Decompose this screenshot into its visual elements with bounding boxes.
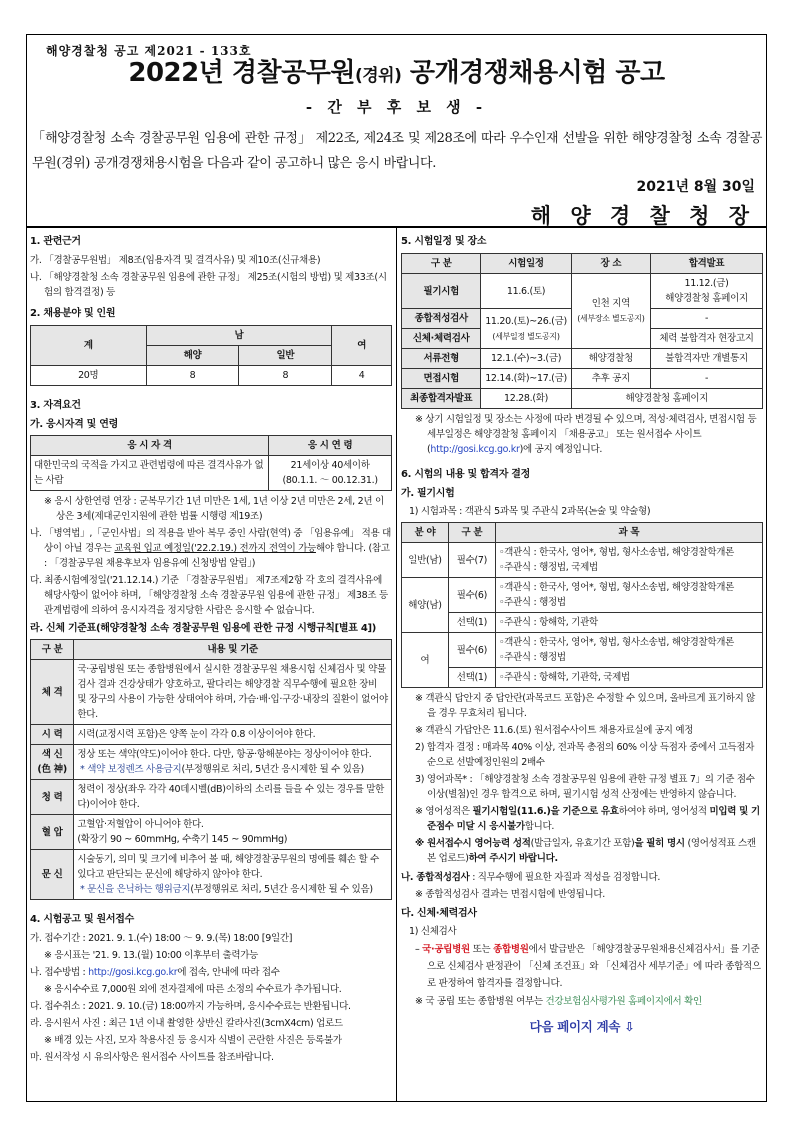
- row-final-date: 12.28.(화): [481, 389, 571, 409]
- row-vision-text: 시력(교정시력 포함)은 양쪽 눈이 각각 0.8 이상이어야 한다.: [74, 725, 392, 745]
- th-s6-0: 분 야: [402, 523, 449, 543]
- s4-note-a: ※ 응시표는 '21. 9. 13.(월) 10:00 이후부터 출력가능: [44, 950, 258, 961]
- row-color-cell: 정상 또는 색약(약도)이어야 한다. 다만, 항공·항해분야는 정상이어야 한다. * 색약 보정렌즈 사용금지(부정행위로 처리, 5년간 응시제한 될 수 있음): [74, 745, 392, 780]
- row-interview-place: 추후 공지: [571, 369, 650, 389]
- s4-item-e: 마. 원서작성 시 유의사항은 원서접수 사이트를 참조바랍니다.: [30, 1052, 274, 1063]
- s3-item-da: 다. 최종시험예정일('21.12.14.) 기준 「경찰공무원법」 제7조제2항 각 호의 결격사유에 해당사항이 없어야 하며, 「해양경찰청 소속 경찰공무원 임용에 관한 규정」 제38조 등 관계법령에 의하여 응시자격을 정지당한 사람은 응시할 수 없습니다.: [30, 575, 388, 616]
- s3-ra-title: 라. 신체 기준표(해양경찰청 소속 경찰공무원 임용에 관한 규정 시행규칙[별표 4]): [30, 623, 377, 634]
- s6-note-4: 3) 영어과목* : 「해양경찰청 소속 경찰공무원 임용에 관한 규정 별표 7」의 기준 점수 이상(별첨)인 경우 합격으로 하며, 필기시험 성적 산정에는 반영하지 않습니다.: [415, 774, 755, 800]
- row-build-text: 국·공립병원 또는 종합병원에서 실시한 경찰공무원 채용시험 신체검사 및 약물검사 결과 건강상태가 양호하고, 팔다리는 해양경찰 직무수행에 필요한 장비 및 장구의 사용이 가능한 상태여야 하며, 가슴·배·입·구강·내장의 질환이 없어야 한다.: [74, 660, 392, 725]
- row-docs-date: 12.1.(수)~3.(금): [481, 349, 571, 369]
- th-s5-3: 합격발표: [651, 254, 763, 274]
- sea-req: 필수(6): [448, 578, 495, 613]
- female-opt-subjects: ◦주관식 : 항해학, 기관학, 국제법: [495, 668, 762, 688]
- th-s6-1: 구 분: [448, 523, 495, 543]
- row-written-label: 필기시험: [402, 274, 481, 309]
- row-interview-label: 면접시험: [402, 369, 481, 389]
- th-general: 일반: [239, 346, 332, 366]
- schedule-table: [401, 253, 763, 409]
- th-female: 여: [332, 326, 392, 366]
- s6-note-na: ※ 종합적성검사 결과는 면접시험에 반영됩니다.: [415, 889, 605, 900]
- sea-subjects: ◦객관식 : 한국사, 영어*, 형법, 형사소송법, 해양경찰학개론 ◦주관식 : 행정법: [495, 578, 762, 613]
- row-final-label: 최종합격자발표: [402, 389, 481, 409]
- td-general: 8: [239, 366, 332, 386]
- field-sea: 해양(남): [402, 578, 449, 633]
- section-6-title: 6. 시험의 내용 및 합격자 결정: [401, 469, 531, 480]
- s4-item-d: 라. 응시원서 사진 : 최근 1년 이내 촬영한 상반신 칼라사진(3cmX4cm) 업로드: [30, 1018, 343, 1029]
- td-female: 4: [332, 366, 392, 386]
- row-docs-label: 서류전형: [402, 349, 481, 369]
- th-division: 구 분: [31, 640, 74, 660]
- row-tattoo-label: 문 신: [31, 850, 74, 900]
- row-hearing-text: 청력이 정상(좌우 각각 40데시벨(dB)이하의 소리를 들을 수 있는 경우를 말한다)이어야 한다.: [74, 780, 392, 815]
- s4-note-d: ※ 배경 있는 사진, 모자 착용사진 등 응시자 식별이 곤란한 사진은 등록불가: [44, 1035, 342, 1046]
- s3-item-na: 나. 「병역법」,「군인사법」의 적용을 받아 복무 중인 사람(현역) 중 「임용유예」 적용 대상이 아닐 경우는 교육원 입교 예정일('22.2.19.) 전까지 전역이 가능해야 합니다. (참고 : 「경찰공무원 채용후보자 임용유예 신청방법 알림」): [30, 528, 391, 569]
- field-general: 일반(남): [402, 543, 449, 578]
- row-aptitude-date: 11.20.(토)~26.(금) (세부일정 별도공지): [481, 309, 571, 349]
- intro-paragraph: 「해양경찰청 소속 경찰공무원 임용에 관한 규정」 제22조, 제24조 및 제28조에 따라 우수인재 선발을 위한 해양경찰청 소속 경찰공무원(경위) 공개경쟁채용시험을 다음과 같이 공고하니 많은 응시 바랍니다.: [32, 131, 762, 171]
- s6-ga-title: 가. 필기시험: [401, 488, 455, 499]
- th-qual: 응 시 자 격: [31, 436, 269, 456]
- page-subtitle: - 간 부 후 보 생 -: [305, 98, 488, 116]
- row-docs-result: 불합격자만 개별통지: [651, 349, 763, 369]
- th-s6-2: 과 목: [495, 523, 762, 543]
- female-opt: 선택(1): [448, 668, 495, 688]
- th-male: 남: [146, 326, 332, 346]
- th-sea: 해양: [146, 346, 239, 366]
- s3-age-note: ※ 응시 상한연령 연장 : 군복무기간 1년 미만은 1세, 1년 이상 2년 미만은 2세, 2년 이상은 3세(제대군인지원에 관한 법률 시행령 제19조): [44, 496, 384, 522]
- td-total: 20명: [31, 366, 147, 386]
- s6-ga-1: 1) 시험과목 : 객관식 5과목 및 주관식 2과목(논술 및 약술형): [409, 506, 651, 517]
- row-physical-result: 체력 불합격자 현장고지: [651, 329, 763, 349]
- column-divider: [396, 227, 397, 1102]
- s6-note-3: 2) 합격자 결정 : 매과목 40% 이상, 전과목 총점의 60% 이상 득점자 중에서 고득점자 순으로 선발예정인원의 2배수: [415, 742, 755, 768]
- physical-standard-table: [30, 639, 392, 900]
- row-docs-place: 해양경찰청: [571, 349, 650, 369]
- td-age: 21세이상 40세이하 (80.1.1. ～ 00.12.31.): [269, 456, 392, 491]
- sea-opt-subjects: ◦주관식 : 항해학, 기관학: [495, 613, 762, 633]
- s6-note-6: ※ 원서접수시 영어능력 성적(발급일자, 유효기간 포함)을 필히 명시 (영어성적표 스캔본 업로드)하여 주시기 바랍니다.: [415, 838, 756, 864]
- s4-item-c: 다. 접수취소 : 2021. 9. 10.(금) 18:00까지 가능하며, 응시수수료는 반환됩니다.: [30, 1001, 351, 1012]
- row-bp-label: 혈 압: [31, 815, 74, 850]
- sea-opt: 선택(1): [448, 613, 495, 633]
- th-s5-1: 시험일정: [481, 254, 571, 274]
- recruit-count-table: [30, 325, 392, 386]
- s6-da-note: ※ 국 공립 또는 종합병원 여부는 건강보험심사평가원 홈페이지에서 확인: [415, 996, 702, 1007]
- row-tattoo-cell: 시술동기, 의미 및 크기에 비추어 볼 때, 해양경찰공무원의 명예를 훼손 할 수 있다고 판단되는 문신에 해당하지 않아야 한다. * 문신을 은닉하는 행위금지(부정행위로 처리, 5년간 응시제한 될 수 있음): [74, 850, 392, 900]
- general-subjects: ◦객관식 : 한국사, 영어*, 형법, 형사소송법, 해양경찰학개론 ◦주관식 : 행정법, 국제법: [495, 543, 762, 578]
- section-3-title: 3. 자격요건: [30, 400, 81, 411]
- row-written-place: 인천 지역 (세부장소 별도공지): [571, 274, 650, 349]
- s4-note-b: ※ 응시수수료 7,000원 외에 전자결제에 따른 소정의 수수료가 추가됩니다.: [44, 984, 342, 995]
- next-page-notice: 다음 페이지 계속 ⇩: [529, 1019, 635, 1034]
- s1-item-b: 나. 「해양경찰청 소속 경찰공무원 임용에 관한 규정」 제25조(시험의 방법) 및 제33조(시험의 합격결정) 등: [30, 272, 387, 298]
- section-5-title: 5. 시험일정 및 장소: [401, 236, 487, 247]
- row-aptitude-result: -: [651, 309, 763, 329]
- s6-da-title: 다. 신체·체력검사: [401, 908, 477, 919]
- s6-note-5: ※ 영어성적은 필기시험일(11.6.)을 기준으로 유효하여야 하며, 영어성적 미입력 및 기준점수 미달 시 응시불가합니다.: [415, 806, 760, 832]
- row-physical-label: 신체·체력검사: [402, 329, 481, 349]
- row-hearing-label: 청 력: [31, 780, 74, 815]
- row-bp-cell: 고혈압·저혈압이 아니어야 한다. (확장기 90 ~ 60mmHg, 수축기 145 ~ 90mmHg): [74, 815, 392, 850]
- gosi-link[interactable]: http://gosi.kcg.go.kr: [88, 967, 178, 978]
- notice-number: 해양경찰청 공고 제2021 - 133호: [46, 44, 252, 58]
- qualification-table: [30, 435, 392, 491]
- s6-da-text: – 국·공립병원 또는 종합병원에서 발급받은 「해양경찰공무원채용신체검사서」를 기준으로 신체검사 판정관이 「신체 조건표」와 「신체검사 세부기준」에 따라 종합적으로 판정하여 합격자를 결정합니다.: [415, 944, 761, 989]
- section-1-title: 1. 관련근거: [30, 236, 81, 247]
- row-color-label: 색 신 (色 神): [31, 745, 74, 780]
- th-age: 응 시 연 령: [269, 436, 392, 456]
- s3-ga-title: 가. 응시자격 및 연령: [30, 419, 118, 430]
- general-req: 필수(7): [448, 543, 495, 578]
- subjects-table: [401, 522, 763, 688]
- td-qual: 대한민국의 국적을 가지고 관련법령에 따른 결격사유가 없는 사람: [31, 456, 269, 491]
- female-req: 필수(6): [448, 633, 495, 668]
- row-vision-label: 시 력: [31, 725, 74, 745]
- s6-da-1: 1) 신체검사: [409, 926, 457, 937]
- th-content: 내용 및 기준: [74, 640, 392, 660]
- row-aptitude-label: 종합적성검사: [402, 309, 481, 329]
- th-total: 계: [31, 326, 147, 366]
- row-written-result: 11.12.(금) 해양경찰청 홈페이지: [651, 274, 763, 309]
- td-sea: 8: [146, 366, 239, 386]
- th-s5-2: 장 소: [571, 254, 650, 274]
- issuer-name: 해 양 경 찰 청 장: [530, 203, 755, 228]
- female-subjects: ◦객관식 : 한국사, 영어*, 형법, 형사소송법, 해양경찰학개론 ◦주관식 : 행정법: [495, 633, 762, 668]
- s6-note-1: ※ 객관식 답안지 중 답안란(과목코드 포함)은 수정할 수 있으며, 올바르게 표기하지 않을 경우 무효처리 됩니다.: [415, 693, 756, 719]
- section-4-title: 4. 시험공고 및 원서접수: [30, 914, 134, 925]
- s5-gosi-link[interactable]: http://gosi.kcg.go.kr: [430, 444, 520, 455]
- section-2-title: 2. 채용분야 및 인원: [30, 308, 116, 319]
- right-column: [401, 232, 763, 1034]
- left-column: [30, 232, 392, 1067]
- row-interview-result: -: [651, 369, 763, 389]
- s5-note: ※ 상기 시험일정 및 장소는 사정에 따라 변경될 수 있으며, 적성·체력검사, 면접시험 등 세부일정은 해양경찰청 홈페이지 「채용공고」 또는 원서접수 사이트(http://gosi.kcg.go.kr)에 공지 예정입니다.: [415, 414, 757, 455]
- row-written-date: 11.6.(토): [481, 274, 571, 309]
- s4-item-b: 나. 접수방법 : http://gosi.kcg.go.kr에 접속, 안내에 따라 접수: [30, 967, 280, 978]
- row-build-label: 체 격: [31, 660, 74, 725]
- s1-item-a: 가. 「경찰공무원법」 제8조(임용자격 및 결격사유) 및 제10조(신규채용): [30, 255, 321, 266]
- row-final-result: 해양경찰청 홈페이지: [571, 389, 762, 409]
- page-title: 2022년 경찰공무원(경위) 공개경쟁채용시험 공고: [128, 58, 665, 88]
- row-interview-date: 12.14.(화)~17.(금): [481, 369, 571, 389]
- s6-item-na: 나. 종합적성검사 : 직무수행에 필요한 자질과 적성을 검정합니다.: [401, 872, 661, 883]
- s4-item-a: 가. 접수기간 : 2021. 9. 1.(수) 18:00 ～ 9. 9.(목) 18:00 [9일간]: [30, 933, 293, 944]
- th-s5-0: 구 분: [402, 254, 481, 274]
- field-female: 여: [402, 633, 449, 688]
- s6-note-2: ※ 객관식 가답안은 11.6.(토) 원서접수사이트 채용자료실에 공지 예정: [415, 725, 694, 736]
- notice-date: 2021년 8월 30일: [636, 179, 755, 195]
